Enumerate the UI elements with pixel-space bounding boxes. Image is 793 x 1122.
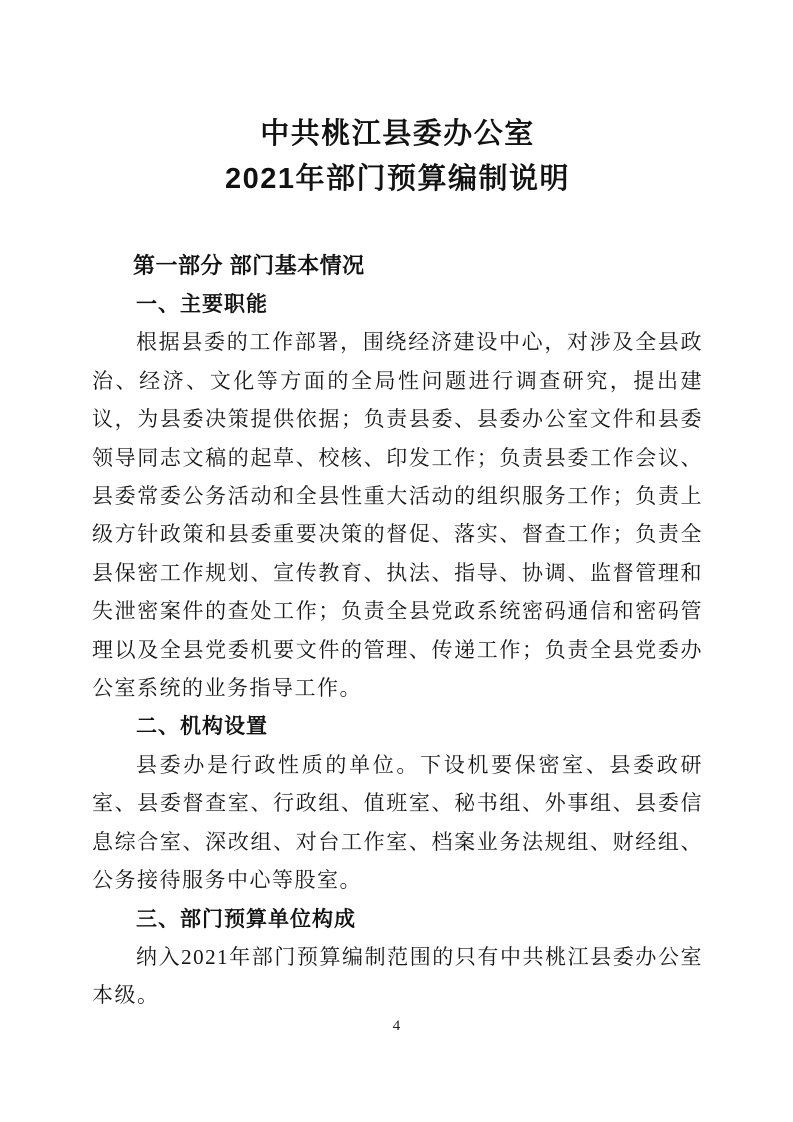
- paragraph-line: 公室系统的业务指导工作。: [92, 676, 362, 701]
- page-number: 4: [392, 1018, 401, 1034]
- paragraph-line: 室、县委督查室、行政组、值班室、秘书组、外事组、县委信: [92, 791, 703, 816]
- section-heading-2: 二、机构设置: [136, 714, 268, 739]
- paragraph-line: 息综合室、深改组、对台工作室、档案业务法规组、财经组、: [92, 829, 703, 854]
- section-organization: [92, 707, 703, 899]
- document-title-line-2: 2021年部门预算编制说明: [224, 163, 570, 195]
- paragraph-line: 县保密工作规划、宣传教育、执法、指导、协调、监督管理和: [92, 560, 703, 585]
- paragraph-line: 根据县委的工作部署，围绕经济建设中心，对涉及全县政: [136, 330, 703, 355]
- paragraph-line: 治、经济、文化等方面的全局性问题进行调查研究，提出建: [92, 368, 703, 393]
- paragraph-line: 级方针政策和县委重要决策的督促、落实、督查工作；负责全: [92, 522, 703, 547]
- paragraph-line: 理以及全县党委机要文件的管理、传递工作；负责全县党委办: [92, 637, 703, 662]
- paragraph-line: 领导同志文稿的起草、校核、印发工作；负责县委工作会议、: [92, 445, 703, 470]
- part-one-heading: 第一部分 部门基本情况: [133, 253, 365, 278]
- paragraph-line: 公务接待服务中心等股室。: [92, 868, 362, 893]
- section-budget-units: [92, 900, 703, 1015]
- document-title-line-1: 中共桃江县委办公室: [260, 118, 535, 150]
- section-heading-1: 一、主要职能: [136, 292, 268, 316]
- paragraph-line: 本级。: [92, 983, 160, 1008]
- paragraph-line: 县委办是行政性质的单位。下设机要保密室、县委政研: [136, 752, 703, 777]
- paragraph-line: 县委常委公务活动和全县性重大活动的组织服务工作；负责上: [92, 484, 703, 509]
- section-main-functions: [92, 285, 703, 707]
- document-title: [92, 112, 703, 202]
- paragraph-line: 纳入2021年部门预算编制范围的只有中共桃江县委办公室: [136, 944, 703, 969]
- paragraph-line: 议，为县委决策提供依据；负责县委、县委办公室文件和县委: [92, 407, 703, 432]
- document-content: [92, 112, 703, 1015]
- section-heading-3: 三、部门预算单位构成: [136, 906, 356, 931]
- paragraph-line: 失泄密案件的查处工作；负责全县党政系统密码通信和密码管: [92, 599, 703, 624]
